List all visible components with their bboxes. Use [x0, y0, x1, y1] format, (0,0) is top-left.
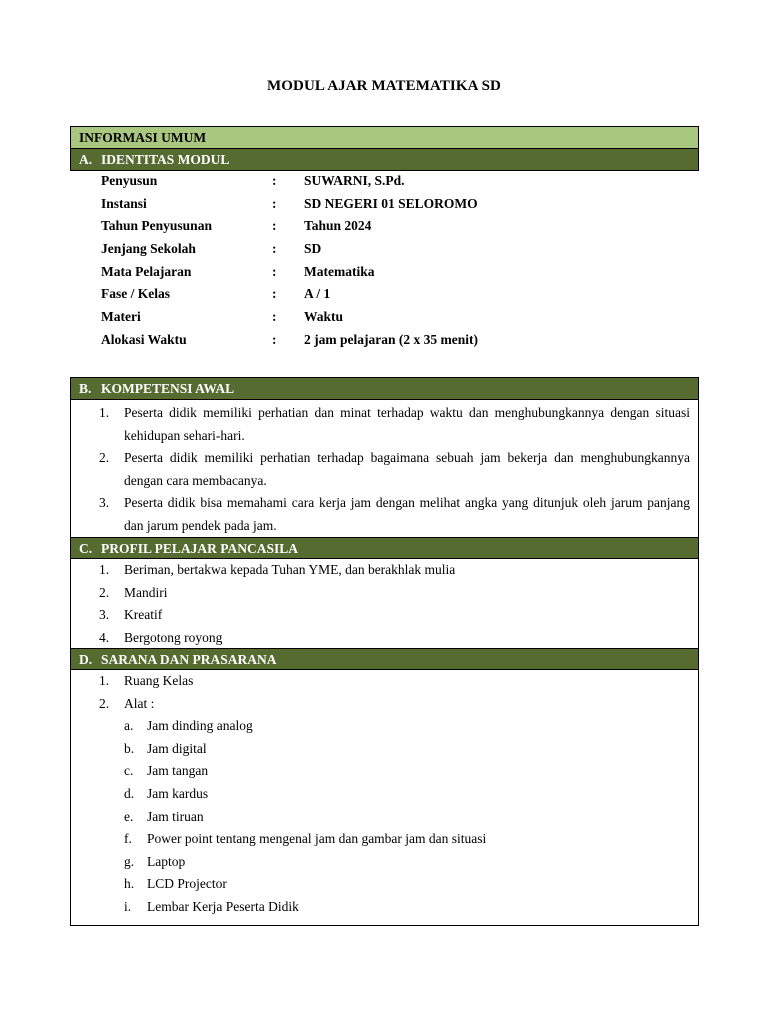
kompetensi-list	[71, 400, 698, 537]
row-colon: :	[272, 286, 277, 302]
item-number: 1.	[99, 673, 110, 688]
row-value: 2 jam pelajaran (2 x 35 menit)	[304, 331, 478, 347]
row-value: Waktu	[304, 309, 344, 325]
document-title: MODUL AJAR MATEMATIKA SD	[267, 78, 501, 94]
item-text: Jam kardus	[147, 785, 209, 801]
kompetensi-title: KOMPETENSI AWAL	[101, 381, 235, 396]
item-text: Beriman, bertakwa kepada Tuhan YME, dan berakhlak mulia	[124, 562, 456, 577]
identitas-row	[70, 170, 699, 193]
item-text: Jam digital	[147, 740, 207, 756]
item-letter: c.	[124, 763, 134, 779]
item-text: Power point tentang mengenal jam dan gambar jam dan situasi	[147, 831, 487, 847]
item-letter: i.	[124, 898, 132, 914]
list-item	[71, 447, 698, 492]
profil-list	[71, 559, 698, 648]
list-item	[71, 402, 698, 447]
identitas-row	[70, 329, 699, 352]
row-value: SD	[304, 241, 322, 257]
list-item	[71, 604, 698, 627]
sections-bcd	[70, 377, 699, 926]
row-colon: :	[272, 263, 277, 279]
item-letter: a.	[124, 718, 134, 734]
item-number: 1.	[99, 562, 110, 577]
row-label: Jenjang Sekolah	[101, 241, 196, 257]
row-colon: :	[272, 195, 277, 211]
item-letter: f.	[124, 831, 132, 847]
item-letter: h.	[124, 876, 135, 892]
row-value: SUWARNI, S.Pd.	[304, 173, 405, 188]
item-text: Peserta didik memiliki perhatian dan minat terhadap waktu dan menghubungkannya dengan situasi kehidupan sehari-hari.	[124, 405, 690, 443]
item-text: Peserta didik memiliki perhatian terhadap bagaimana sebuah jam bekerja dan menghubungkannya dengan cara membacanya.	[124, 450, 690, 488]
item-text: Peserta didik bisa memahami cara kerja jam dengan melihat angka yang ditunjuk oleh jarum panjang dan jarum pendek pada jam.	[124, 495, 690, 533]
item-letter: g.	[124, 853, 135, 869]
section-identitas	[70, 126, 699, 171]
item-text: Lembar Kerja Peserta Didik	[147, 898, 299, 914]
item-text: Jam tiruan	[147, 808, 204, 824]
row-label: Tahun Penyusunan	[101, 218, 212, 234]
identitas-rows	[70, 170, 699, 352]
row-colon: :	[272, 241, 277, 257]
identitas-row	[70, 238, 699, 261]
sub-list-item	[71, 738, 698, 761]
sub-list-item	[71, 715, 698, 738]
list-item	[71, 559, 698, 582]
item-number: 2.	[99, 450, 110, 466]
row-value: Matematika	[304, 263, 375, 279]
list-item	[71, 670, 698, 693]
sarana-letter: D.	[79, 652, 93, 667]
item-text: Kreatif	[124, 607, 163, 623]
identitas-row	[70, 193, 699, 216]
row-colon: :	[272, 173, 277, 188]
sub-list-item	[71, 851, 698, 874]
kompetensi-letter: B.	[79, 381, 92, 396]
item-number: 2.	[99, 695, 110, 711]
informasi-umum-bar: INFORMASI UMUM	[71, 127, 698, 149]
item-letter: e.	[124, 808, 134, 824]
item-text: Jam tangan	[147, 763, 209, 779]
identitas-row	[70, 261, 699, 284]
item-letter: b.	[124, 740, 135, 756]
sub-list-item	[71, 760, 698, 783]
sarana-heading	[71, 648, 698, 670]
list-item	[71, 582, 698, 605]
item-text: Bergotong royong	[124, 629, 223, 645]
item-text: Mandiri	[124, 584, 168, 600]
row-label: Mata Pelajaran	[101, 263, 192, 279]
identitas-heading	[71, 149, 698, 171]
item-text: Ruang Kelas	[124, 673, 194, 688]
item-number: 2.	[99, 584, 110, 600]
row-label: Fase / Kelas	[101, 286, 170, 302]
list-item	[71, 492, 698, 537]
item-number: 1.	[99, 405, 110, 420]
identitas-row	[70, 215, 699, 238]
identitas-row	[70, 283, 699, 306]
identitas-letter: A.	[79, 152, 93, 167]
item-text: LCD Projector	[147, 876, 227, 892]
profil-letter: C.	[79, 541, 93, 556]
row-colon: :	[272, 331, 277, 347]
sub-list-item	[71, 783, 698, 806]
item-letter: d.	[124, 785, 135, 801]
sub-list-item	[71, 806, 698, 829]
list-item	[71, 627, 698, 650]
sarana-list	[71, 670, 698, 919]
row-colon: :	[272, 218, 277, 234]
row-value: SD NEGERI 01 SELOROMO	[304, 195, 478, 211]
identitas-title: IDENTITAS MODUL	[101, 152, 230, 167]
item-text: Alat :	[124, 695, 155, 711]
profil-heading	[71, 537, 698, 559]
item-number: 3.	[99, 607, 110, 623]
item-number: 3.	[99, 495, 110, 511]
row-value: Tahun 2024	[304, 218, 372, 234]
item-number: 4.	[99, 629, 110, 645]
list-item	[71, 693, 698, 716]
row-colon: :	[272, 309, 277, 325]
row-label: Materi	[101, 309, 141, 325]
row-value: A / 1	[304, 286, 331, 302]
row-label: Alokasi Waktu	[101, 331, 187, 347]
sarana-title: SARANA DAN PRASARANA	[101, 652, 277, 667]
sub-list-item	[71, 896, 698, 919]
kompetensi-heading	[71, 378, 698, 400]
item-text: Laptop	[147, 853, 186, 869]
row-label: Penyusun	[101, 173, 158, 188]
sub-list-item	[71, 873, 698, 896]
item-text: Jam dinding analog	[147, 718, 253, 734]
profil-title: PROFIL PELAJAR PANCASILA	[101, 541, 299, 556]
sub-list-item	[71, 828, 698, 851]
identitas-row	[70, 306, 699, 329]
row-label: Instansi	[101, 195, 147, 211]
